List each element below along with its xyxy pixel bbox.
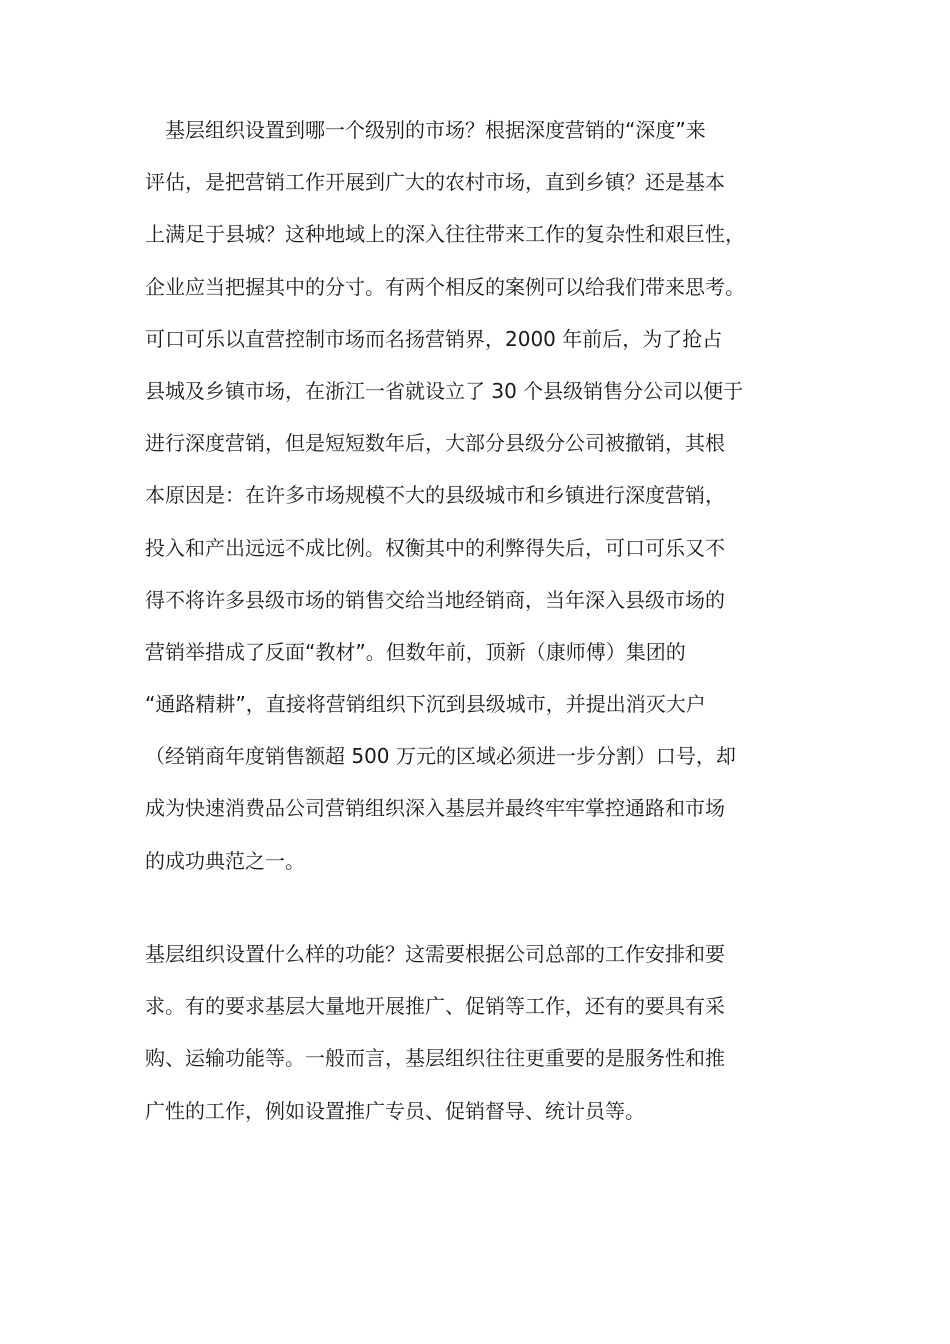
text-line: 营销举措成了反面“教材”。但数年前，顶新（康师傅）集团的 [145,639,686,664]
text-line: 进行深度营销，但是短短数年后，大部分县级分公司被撤销，其根 [145,431,725,456]
text-line: 的成功典范之一。 [145,848,305,873]
text-line: 广性的工作，例如设置推广专员、促销督导、统计员等。 [145,1098,645,1123]
text-line: 基层组织设置到哪一个级别的市场？根据深度营销的“深度”来 [165,118,706,142]
text-line: 购、运输功能等。一般而言，基层组织往往更重要的是服务性和推 [145,1046,725,1071]
text-line: 县城及乡镇市场，在浙江一省就设立了 30 个县级销售分公司以便于 [145,378,744,403]
text-line: 上满足于县城？这种地域上的深入往往带来工作的复杂性和艰巨性， [145,222,745,247]
text-line: 基层组织设置什么样的功能？这需要根据公司总部的工作安排和要 [145,942,725,966]
text-line: （经销商年度销售额超 500 万元的区域必须进一步分割）口号，却 [145,744,736,769]
text-line: 评估，是把营销工作开展到广大的农村市场，直到乡镇？还是基本 [145,170,725,195]
text-line: 求。有的要求基层大量地开展推广、促销等工作，还有的要具有采 [145,994,725,1019]
text-line: 本原因是：在许多市场规模不大的县级城市和乡镇进行深度营销， [145,483,725,508]
paragraph-1 [145,104,815,887]
text-line: 投入和产出远远不成比例。权衡其中的利弊得失后，可口可乐又不 [145,535,725,560]
text-line: 成为快速消费品公司营销组织深入基层并最终牢牢掌控通路和市场 [145,796,725,821]
text-line: 得不将许多县级市场的销售交给当地经销商，当年深入县级市场的 [145,587,725,612]
paragraph-2 [145,928,815,1137]
text-line: “通路精耕”，直接将营销组织下沉到县级城市，并提出消灭大户 [145,692,706,717]
text-line: 可口可乐以直营控制市场而名扬营销界，2000 年前后，为了抢占 [145,326,723,351]
text-line: 企业应当把握其中的分寸。有两个相反的案例可以给我们带来思考。 [145,274,745,299]
